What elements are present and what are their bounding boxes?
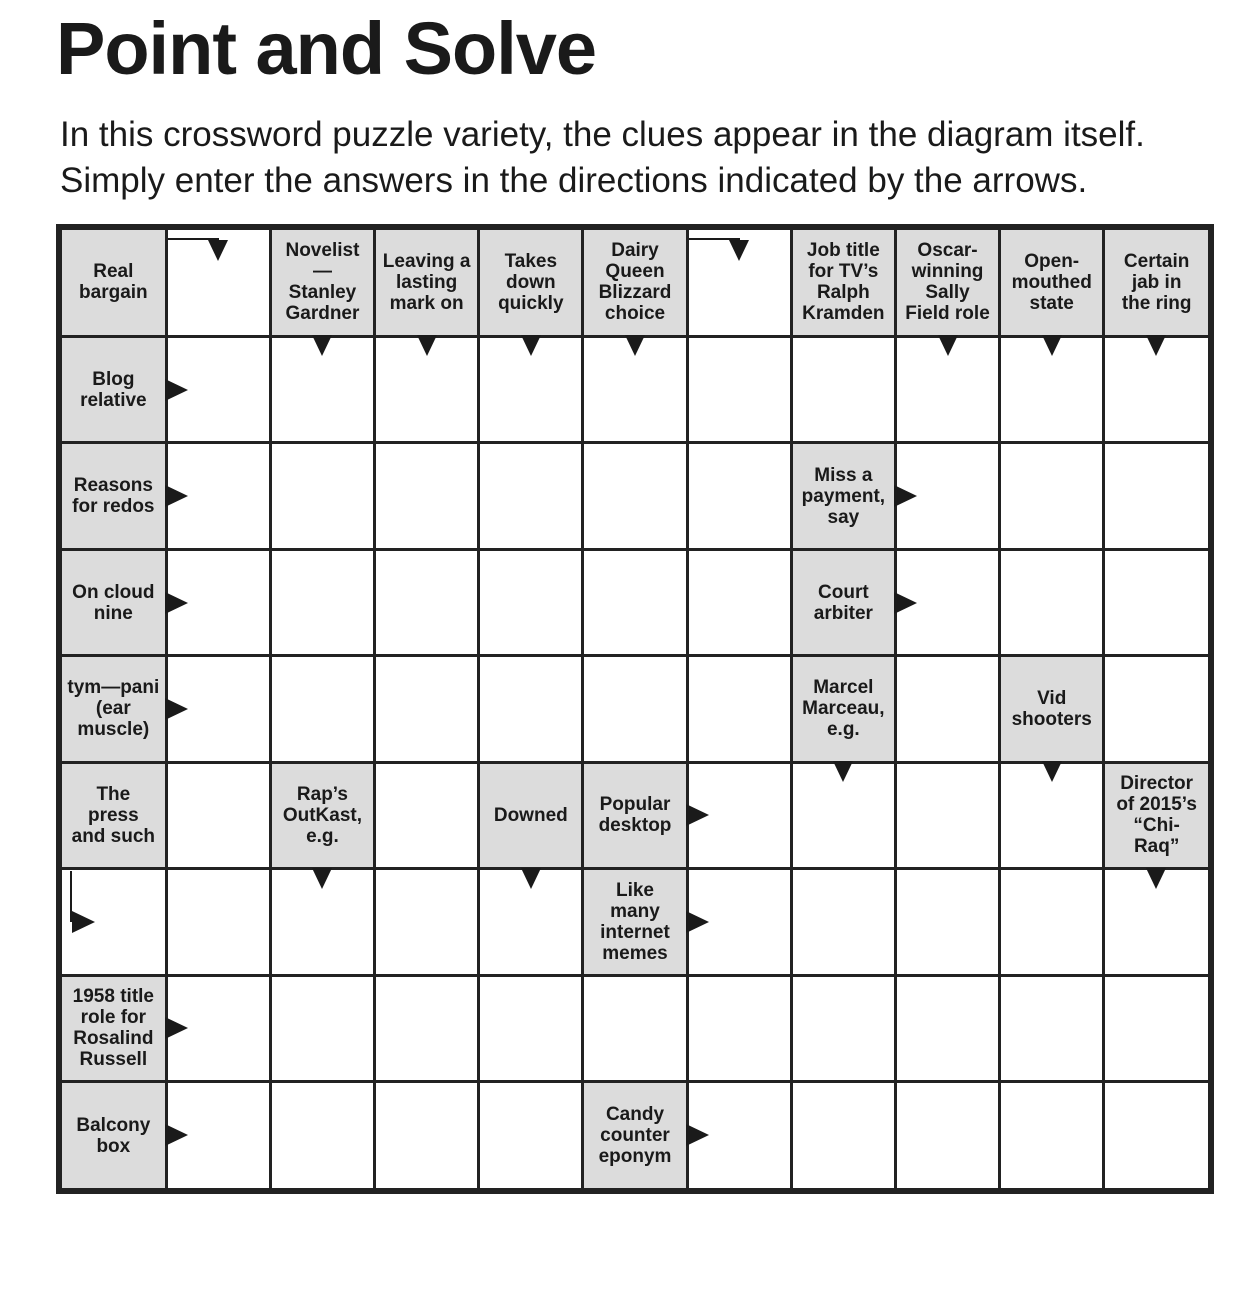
answer-cell[interactable] xyxy=(897,764,998,867)
arrow-down-icon xyxy=(938,335,958,356)
clue-cell xyxy=(1105,764,1208,867)
puzzle-instructions xyxy=(60,112,1240,204)
answer-cell[interactable] xyxy=(272,551,373,654)
arrow-right-icon xyxy=(686,804,709,826)
answer-cell[interactable] xyxy=(1105,551,1208,654)
clue-cell xyxy=(584,230,685,335)
clue-cell xyxy=(480,764,581,867)
answer-cell[interactable] xyxy=(793,338,894,441)
clue-text: 1958 title role for Rosalind Russell xyxy=(72,986,154,1071)
answer-cell[interactable] xyxy=(1001,977,1102,1080)
answer-cell[interactable] xyxy=(1001,444,1102,547)
answer-cell[interactable] xyxy=(689,338,790,441)
arrow-right-icon xyxy=(894,485,917,507)
clue-text: Takes down quickly xyxy=(498,250,564,314)
answer-cell[interactable] xyxy=(480,444,581,547)
answer-cell[interactable] xyxy=(376,1083,477,1188)
arrow-down-icon xyxy=(1146,335,1166,356)
puzzle-title: Point and Solve xyxy=(56,7,597,90)
clue-text: Real bargain xyxy=(79,261,148,304)
clue-cell xyxy=(62,657,165,760)
arrow-down-icon xyxy=(312,868,332,889)
clue-text: Candy counter eponym xyxy=(598,1104,672,1168)
clue-text: Director of 2015’s “Chi- Raq” xyxy=(1116,773,1197,858)
clue-cell xyxy=(897,230,998,335)
clue-cell xyxy=(1105,230,1208,335)
arrow-down-icon xyxy=(521,335,541,356)
clue-text: Novelist — Stanley Gardner xyxy=(285,240,360,325)
instructions-line-1: In this crossword puzzle variety, the clues appear in the diagram itself. xyxy=(60,115,1145,154)
clue-text: On cloud nine xyxy=(72,581,155,624)
answer-cell[interactable] xyxy=(1001,870,1102,973)
arrow-down-icon xyxy=(521,868,541,889)
clue-text: Court arbiter xyxy=(813,581,873,624)
answer-cell[interactable] xyxy=(1105,657,1208,760)
arrow-down-icon xyxy=(1042,335,1062,356)
clue-text: The press and such xyxy=(71,783,156,847)
clue-text: Like many internet memes xyxy=(600,879,670,964)
arrow-right-icon xyxy=(165,485,188,507)
arrow-down-icon xyxy=(1042,761,1062,782)
arrow-down-icon xyxy=(625,335,645,356)
clue-cell xyxy=(62,230,165,335)
arrow-down-icon xyxy=(729,240,749,261)
clue-text: Open- mouthed state xyxy=(1011,250,1092,314)
answer-cell[interactable] xyxy=(584,551,685,654)
arrow-right-icon xyxy=(165,592,188,614)
arrow-right-icon xyxy=(894,592,917,614)
answer-cell[interactable] xyxy=(584,444,685,547)
clue-cell xyxy=(62,977,165,1080)
clue-text: Vid shooters xyxy=(1011,687,1092,730)
arrow-right-icon xyxy=(165,379,188,401)
clue-text: tym—pani (ear muscle) xyxy=(67,677,160,741)
clue-cell xyxy=(584,1083,685,1188)
answer-cell[interactable] xyxy=(689,977,790,1080)
clue-cell xyxy=(62,551,165,654)
clue-cell xyxy=(272,230,373,335)
clue-cell xyxy=(1001,230,1102,335)
clue-cell xyxy=(793,657,894,760)
clue-text: Marcel Marceau, e.g. xyxy=(802,677,885,741)
answer-cell[interactable] xyxy=(272,1083,373,1188)
answer-cell[interactable] xyxy=(793,1083,894,1188)
answer-cell[interactable] xyxy=(272,657,373,760)
clue-cell xyxy=(62,444,165,547)
clue-cell xyxy=(584,764,685,867)
clue-cell xyxy=(584,870,685,973)
clue-text: Balcony box xyxy=(76,1114,151,1157)
answer-cell[interactable] xyxy=(376,870,477,973)
clue-cell xyxy=(272,764,373,867)
clue-text: Certain jab in the ring xyxy=(1121,250,1192,314)
answer-cell[interactable] xyxy=(376,551,477,654)
answer-cell[interactable] xyxy=(376,764,477,867)
answer-cell[interactable] xyxy=(689,657,790,760)
answer-cell[interactable] xyxy=(480,977,581,1080)
clue-cell xyxy=(793,444,894,547)
answer-cell[interactable] xyxy=(897,1083,998,1188)
answer-cell[interactable] xyxy=(793,977,894,1080)
arrow-right-icon xyxy=(72,911,95,933)
answer-cell[interactable] xyxy=(376,657,477,760)
answer-cell[interactable] xyxy=(1001,551,1102,654)
clue-text: Miss a payment, say xyxy=(801,464,886,528)
arrow-right-icon xyxy=(686,1124,709,1146)
clue-text: Reasons for redos xyxy=(72,475,155,518)
clue-text: Rap’s OutKast, e.g. xyxy=(282,783,363,847)
arrow-down-icon xyxy=(312,335,332,356)
clue-cell xyxy=(62,1083,165,1188)
answer-cell[interactable] xyxy=(168,870,269,973)
clue-text: Oscar- winning Sally Field role xyxy=(905,240,990,325)
answer-cell[interactable] xyxy=(897,977,998,1080)
answer-cell[interactable] xyxy=(584,657,685,760)
answer-cell[interactable] xyxy=(584,977,685,1080)
arrow-right-icon xyxy=(686,911,709,933)
answer-cell[interactable] xyxy=(376,444,477,547)
clue-text: Blog relative xyxy=(80,368,147,411)
arrow-down-icon xyxy=(1146,868,1166,889)
clue-text: Leaving a lasting mark on xyxy=(382,250,471,314)
answer-cell[interactable] xyxy=(1105,1083,1208,1188)
clue-cell xyxy=(480,230,581,335)
clue-text: Downed xyxy=(493,804,568,826)
clue-cell xyxy=(62,338,165,441)
clue-cell xyxy=(62,764,165,867)
answer-cell[interactable] xyxy=(480,657,581,760)
arrow-right-icon xyxy=(165,1017,188,1039)
answer-cell[interactable] xyxy=(480,1083,581,1188)
clue-text: Dairy Queen Blizzard choice xyxy=(598,240,672,325)
clue-cell xyxy=(1001,657,1102,760)
clue-text: Popular desktop xyxy=(598,794,672,837)
arrow-down-icon xyxy=(833,761,853,782)
answer-cell[interactable] xyxy=(1105,977,1208,1080)
arrow-right-icon xyxy=(165,1124,188,1146)
answer-cell[interactable] xyxy=(1001,1083,1102,1188)
arrow-down-icon xyxy=(208,240,228,261)
answer-cell[interactable] xyxy=(272,977,373,1080)
answer-cell[interactable] xyxy=(168,764,269,867)
answer-cell[interactable] xyxy=(689,551,790,654)
answer-cell[interactable] xyxy=(793,870,894,973)
clue-cell xyxy=(376,230,477,335)
clue-text: Job title for TV’s Ralph Kramden xyxy=(802,240,885,325)
answer-cell[interactable] xyxy=(1105,444,1208,547)
clue-cell xyxy=(793,230,894,335)
answer-cell[interactable] xyxy=(689,444,790,547)
answer-cell[interactable] xyxy=(897,657,998,760)
crossword-grid xyxy=(56,224,1214,1194)
arrow-down-icon xyxy=(417,335,437,356)
answer-cell[interactable] xyxy=(480,551,581,654)
arrow-right-icon xyxy=(165,698,188,720)
instructions-line-2: Simply enter the answers in the directions indicated by the arrows. xyxy=(60,161,1088,200)
answer-cell[interactable] xyxy=(376,977,477,1080)
clue-cell xyxy=(793,551,894,654)
answer-cell[interactable] xyxy=(272,444,373,547)
answer-cell[interactable] xyxy=(897,870,998,973)
